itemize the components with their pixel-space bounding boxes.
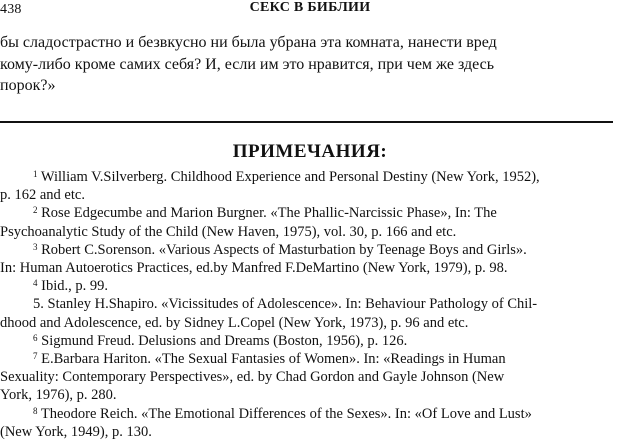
note-line [0, 241, 615, 259]
note-line [0, 405, 615, 423]
page-number: 438 [0, 2, 22, 17]
note-item [0, 204, 615, 240]
note-line: York, 1976), p. 280. [0, 387, 117, 404]
note-item [0, 241, 615, 277]
note-line [0, 332, 615, 350]
note-marker: 7 [33, 351, 38, 362]
note-line [0, 350, 615, 368]
note-text: William V.Silverberg. Childhood Experience and Personal Destiny (New York, 1952), [40, 169, 540, 185]
running-title: СЕКС В БИБЛИИ [249, 0, 371, 15]
note-line [0, 277, 615, 295]
note-text: Rose Edgecumbe and Marion Burgner. «The Phallic-Narcissic Phase», In: The [41, 205, 497, 222]
note-item [0, 332, 615, 350]
note-marker: 1 [33, 169, 38, 179]
notes-heading: ПРИМЕЧАНИЯ: [232, 141, 388, 162]
note-line: Psychoanalytic Study of the Child (New Haven, 1975), vol. 30, p. 166 and etc. [0, 223, 457, 240]
note-text: Theodore Reich. «The Emotional Differences of the Sexes». In: «Of Love and Lust» [40, 405, 532, 422]
note-line: 5. Stanley H.Shapiro. «Vicissitudes of Adolescence». In: Behaviour Pathology of Chil- [33, 296, 538, 313]
note-text: Sigmund Freud. Delusions and Dreams (Boston, 1956), p. 126. [41, 332, 408, 349]
note-item [0, 168, 615, 204]
note-marker: 4 [33, 278, 38, 289]
note-line: p. 162 and etc. [0, 187, 85, 204]
note-item [0, 277, 615, 295]
note-text: E.Barbara Hariton. «The Sexual Fantasies of Women». In: «Readings in Human [41, 351, 506, 368]
note-marker: 6 [33, 332, 38, 343]
note-marker: 8 [33, 405, 38, 416]
note-line: (New York, 1949), p. 130. [0, 423, 152, 440]
body-line: кому-либо кроме самих себя? И, если им это нравится, при чем же здесь [0, 55, 495, 73]
note-line [0, 168, 615, 186]
note-line [0, 204, 615, 222]
note-item [0, 350, 615, 405]
note-line: dhood and Adolescence, ed. by Sidney L.Copel (New York, 1973), p. 96 and etc. [0, 314, 469, 331]
body-line: бы сладострастно и безвкусно ни была убрана эта комната, нанести вред [0, 34, 497, 51]
notes-list [0, 168, 615, 441]
note-line: In: Human Autoerotics Practices, ed.by Manfred F.DeMartino (New York, 1979), p. 98. [0, 260, 508, 277]
note-item [0, 405, 615, 441]
note-marker: 3 [33, 241, 38, 252]
note-text: Ibid., p. 99. [41, 278, 108, 295]
note-text: Robert C.Sorenson. «Various Aspects of Masturbation by Teenage Boys and Girls». [41, 241, 527, 258]
note-marker: 2 [33, 205, 38, 216]
body-paragraph [0, 32, 612, 97]
body-line: порок?» [0, 77, 56, 94]
section-divider [0, 121, 613, 123]
note-line: Sexuality: Contemporary Perspectives», ed. by Chad Gordon and Gayle Johnson (New [0, 369, 505, 386]
note-item [0, 295, 615, 331]
